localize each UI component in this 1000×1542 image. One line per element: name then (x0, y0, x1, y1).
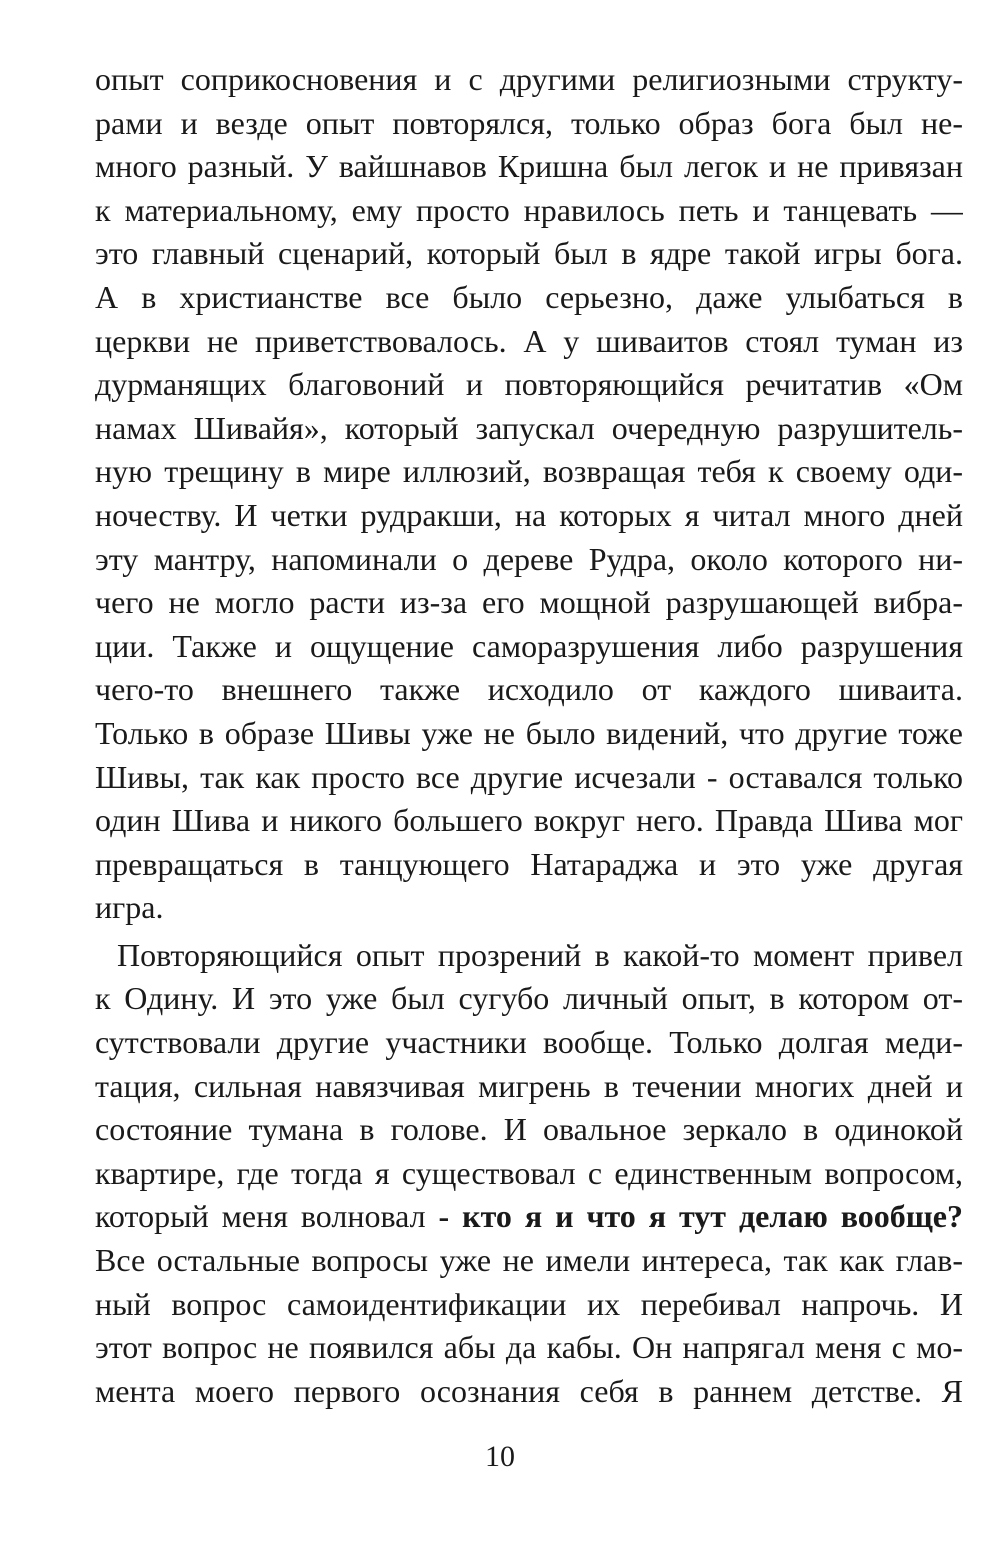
text-line: А в христианстве все было серьезно, даже улыбаться в (95, 278, 963, 315)
text-line: намах Шивайя», который запускал очередную разрушитель- (95, 409, 963, 446)
text-line: этот вопрос не появился абы да кабы. Он напрягал меня с мо- (95, 1329, 963, 1366)
text-line: много разный. У вайшнавов Кришна был легок и не привязан (95, 148, 963, 185)
paragraph-2 (95, 934, 963, 1414)
text-line: сутствовали другие участники вообще. Только долгая меди- (95, 1024, 963, 1061)
page-body (95, 58, 963, 1413)
text-line-with-bold (95, 1195, 963, 1239)
text-line: Повторяющийся опыт прозрений в какой-то момент привел (117, 936, 963, 973)
text-line: ный вопрос самоидентификации их перебивал напрочь. И (95, 1285, 963, 1322)
page-number: 10 (485, 1440, 515, 1473)
text-segment: который меня волновал (95, 1198, 439, 1235)
text-line: опыт соприкосновения и с другими религиозными структу- (95, 61, 963, 97)
text-line: квартире, где тогда я существовал с единственным вопросом, (95, 1154, 963, 1191)
text-line: церкви не приветствовалось. А у шиваитов стоял туман из (95, 322, 963, 359)
bold-question: - кто я и что я тут делаю вообще? (438, 1198, 963, 1235)
text-line: один Шива и никого большего вокруг него. Правда Шива мог (95, 802, 963, 839)
text-line: Только в образе Шивы уже не было видений, что другие тоже (95, 714, 963, 751)
text-line: тация, сильная навязчивая мигрень в течении многих дней и (95, 1067, 963, 1104)
text-line: ную трещину в мире иллюзий, возвращая тебя к своему оди- (95, 453, 963, 490)
text-line: чего не могло расти из-за его мощной разрушающей вибра- (95, 584, 963, 621)
paragraph-1 (95, 58, 963, 930)
text-line: дурманящих благовоний и повторяющийся речитатив «Ом (95, 366, 963, 403)
text-line: рами и везде опыт повторялся, только образ бога был не- (95, 104, 963, 141)
text-line: Все остальные вопросы уже не имели интереса, так как глав- (95, 1242, 963, 1279)
text-line: ночеству. И четки рудракши, на которых я читал много дней (95, 496, 963, 533)
text-line: ции. Также и ощущение саморазрушения либо разрушения (95, 627, 963, 664)
text-line: к Одину. И это уже был сугубо личный опыт, в котором от- (95, 980, 963, 1017)
text-line: игра. (95, 889, 164, 926)
text-line: Шивы, так как просто все другие исчезали - оставался только (95, 758, 963, 795)
text-line: это главный сценарий, который был в ядре такой игры бога. (95, 235, 963, 272)
text-line: эту мантру, напоминали о дереве Рудра, около которого ни- (95, 540, 963, 577)
text-line: превращаться в танцующего Натараджа и это уже другая (95, 845, 963, 882)
text-line: чего-то внешнего также исходило от каждого шиваита. (95, 671, 963, 708)
text-line: мента моего первого осознания себя в раннем детстве. Я (95, 1372, 963, 1409)
text-line: к материальному, ему просто нравилось петь и танцевать — (95, 191, 963, 228)
text-line: состояние тумана в голове. И овальное зеркало в одинокой (95, 1111, 963, 1148)
